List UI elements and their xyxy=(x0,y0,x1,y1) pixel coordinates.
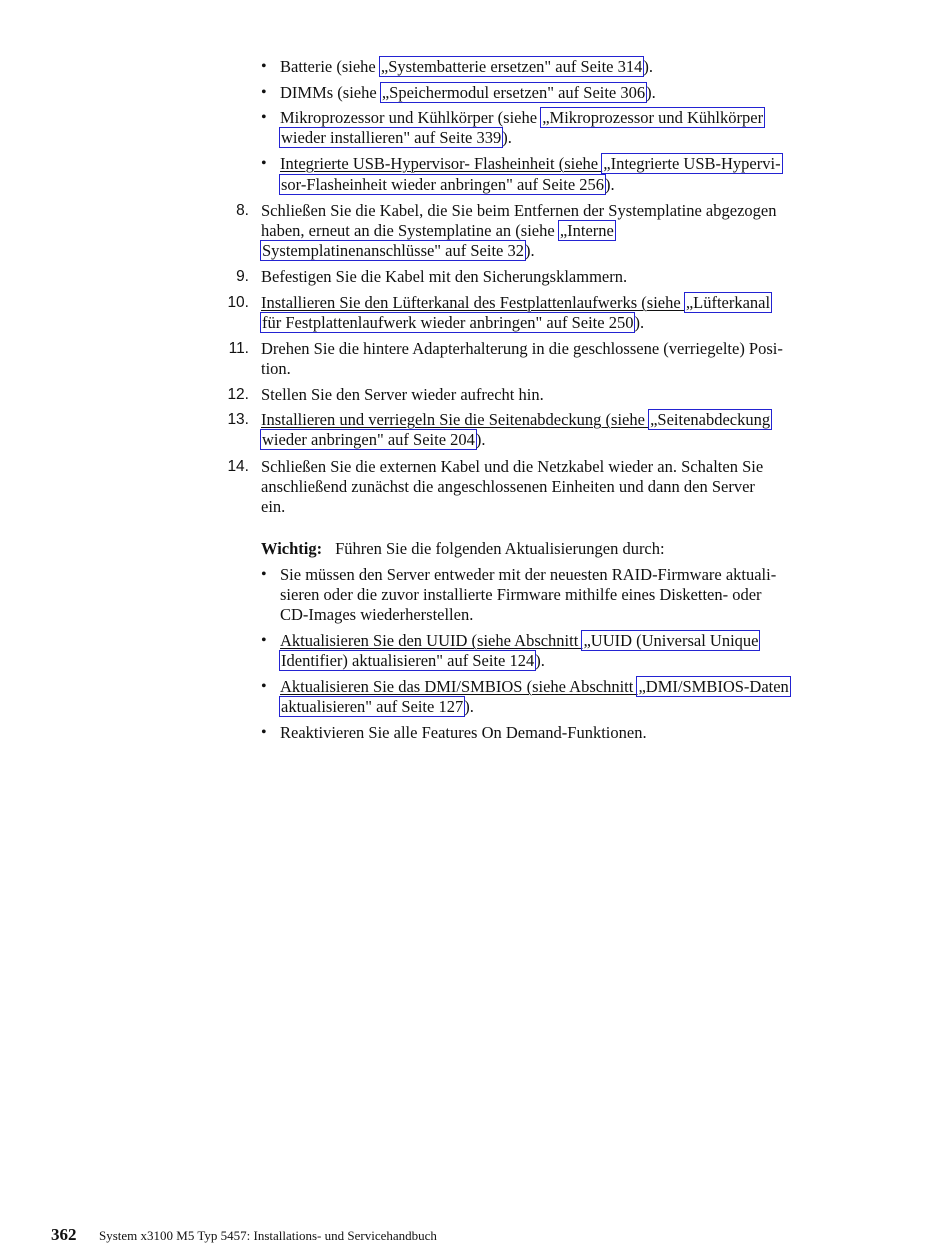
item-text: Aktualisieren Sie das DMI/SMBIOS (siehe Abschnitt xyxy=(280,677,638,696)
item-text: ). xyxy=(605,175,615,194)
cross-reference-link[interactable]: wieder installieren" auf Seite 339 xyxy=(281,128,502,147)
item-text: haben, erneut an die Systemplatine an (siehe xyxy=(261,221,559,240)
item-text: Installieren Sie den Lüfterkanal des Festplattenlaufwerks (siehe xyxy=(261,293,685,312)
step-number: 10. xyxy=(227,294,249,311)
cross-reference-link[interactable]: „Speichermodul ersetzen" auf Seite 306 xyxy=(381,83,646,102)
cross-reference-link[interactable]: sor-Flasheinheit wieder anbringen" auf Seite 256 xyxy=(281,175,605,194)
item-text: Mikroprozessor und Kühlkörper (siehe xyxy=(280,108,542,127)
bullet: • xyxy=(261,724,267,741)
list-item-continuation xyxy=(280,175,615,195)
step-text: Schließen Sie die externen Kabel und die Netzkabel wieder an. Schalten Sie xyxy=(261,457,764,476)
item-text: ). xyxy=(502,128,512,147)
cross-reference-link[interactable]: „DMI/SMBIOS-Daten xyxy=(638,677,789,696)
important-text: Führen Sie die folgenden Aktualisierungen durch: xyxy=(335,539,665,558)
item-text: Aktualisieren Sie den UUID (siehe Abschnitt xyxy=(280,631,583,650)
list-item xyxy=(280,154,782,174)
list-item xyxy=(280,108,764,128)
item-text: ). xyxy=(643,57,653,76)
step-text: Drehen Sie die hintere Adapterhalterung in die geschlossene (verriegelte) Posi- xyxy=(261,339,783,358)
cross-reference-link[interactable]: aktualisieren" auf Seite 127 xyxy=(281,697,464,716)
list-item-continuation: CD-Images wiederherstellen. xyxy=(280,605,474,624)
step-number: 12. xyxy=(227,386,249,403)
item-text: ). xyxy=(634,313,645,332)
list-item xyxy=(280,631,759,651)
cross-reference-link[interactable]: Identifier) aktualisieren" auf Seite 124 xyxy=(281,651,535,670)
bullet: • xyxy=(261,109,267,126)
cross-reference-link[interactable]: „Integrierte USB-Hypervi- xyxy=(603,154,781,173)
list-item xyxy=(280,83,656,103)
list-item-continuation xyxy=(280,651,545,671)
step-text xyxy=(261,410,771,430)
item-text: ). xyxy=(535,651,545,670)
list-item xyxy=(280,57,653,77)
step-text xyxy=(261,221,615,241)
bullet: • xyxy=(261,58,267,75)
important-label: Wichtig: xyxy=(261,539,323,558)
item-text: ). xyxy=(464,697,474,716)
list-item: Reaktivieren Sie alle Features On Demand-Funktionen. xyxy=(280,723,647,742)
list-item: Sie müssen den Server entweder mit der neuesten RAID-Firmware aktuali- xyxy=(280,565,777,584)
step-text: ein. xyxy=(261,497,286,516)
step-text xyxy=(261,430,486,450)
cross-reference-link[interactable]: „Mikroprozessor und Kühlkörper xyxy=(542,108,764,127)
cross-reference-link[interactable]: wieder anbringen" auf Seite 204 xyxy=(262,430,475,449)
step-number: 9. xyxy=(236,268,249,285)
cross-reference-link[interactable]: „Lüfterkanal xyxy=(685,293,771,312)
cross-reference-link[interactable]: „Systembatterie ersetzen" auf Seite 314 xyxy=(380,57,643,76)
cross-reference-link[interactable]: für Festplattenlaufwerk wieder anbringen" auf Seite 250 xyxy=(262,313,634,332)
step-text: Stellen Sie den Server wieder aufrecht hin. xyxy=(261,385,544,404)
bullet: • xyxy=(261,632,267,649)
step-text: anschließend zunächst die angeschlossenen Einheiten und dann den Server xyxy=(261,477,755,496)
list-item xyxy=(280,677,790,697)
bullet: • xyxy=(261,155,267,172)
important-note xyxy=(261,539,665,559)
cross-reference-link[interactable]: „Seitenabdeckung xyxy=(650,410,771,429)
step-text: tion. xyxy=(261,359,291,378)
step-number: 8. xyxy=(236,202,249,219)
bullet: • xyxy=(261,678,267,695)
step-number: 11. xyxy=(228,340,249,357)
list-item-continuation xyxy=(280,128,512,148)
step-number: 13. xyxy=(227,411,249,428)
item-text: Batterie (siehe xyxy=(280,57,380,76)
step-text: Schließen Sie die Kabel, die Sie beim Entfernen der Systemplatine abgezogen xyxy=(261,201,777,220)
bullet: • xyxy=(261,566,267,583)
item-text: ). xyxy=(524,241,535,260)
step-text: Befestigen Sie die Kabel mit den Sicherungsklammern. xyxy=(261,267,628,286)
list-item-continuation xyxy=(280,697,474,717)
item-text: Installieren und verriegeln Sie die Seitenabdeckung (siehe xyxy=(261,410,650,429)
item-text: ). xyxy=(475,430,486,449)
footer-title: System x3100 M5 Typ 5457: Installations- und Servicehandbuch xyxy=(99,1228,437,1243)
page-number: 362 xyxy=(51,1225,77,1244)
step-text xyxy=(261,241,535,261)
item-text: DIMMs (siehe xyxy=(280,83,381,102)
cross-reference-link[interactable]: „Interne xyxy=(559,221,614,240)
item-text: ). xyxy=(646,83,656,102)
bullet: • xyxy=(261,84,267,101)
list-item-continuation: sieren oder die zuvor installierte Firmware mithilfe eines Disketten- oder xyxy=(280,585,762,604)
cross-reference-link[interactable]: Systemplatinenanschlüsse" auf Seite 32 xyxy=(262,241,524,260)
cross-reference-link[interactable]: „UUID (Universal Unique xyxy=(583,631,759,650)
step-number: 14. xyxy=(227,458,249,475)
step-text xyxy=(261,313,644,333)
step-text xyxy=(261,293,771,313)
item-text: Integrierte USB-Hypervisor- Flasheinheit (siehe xyxy=(280,154,603,173)
